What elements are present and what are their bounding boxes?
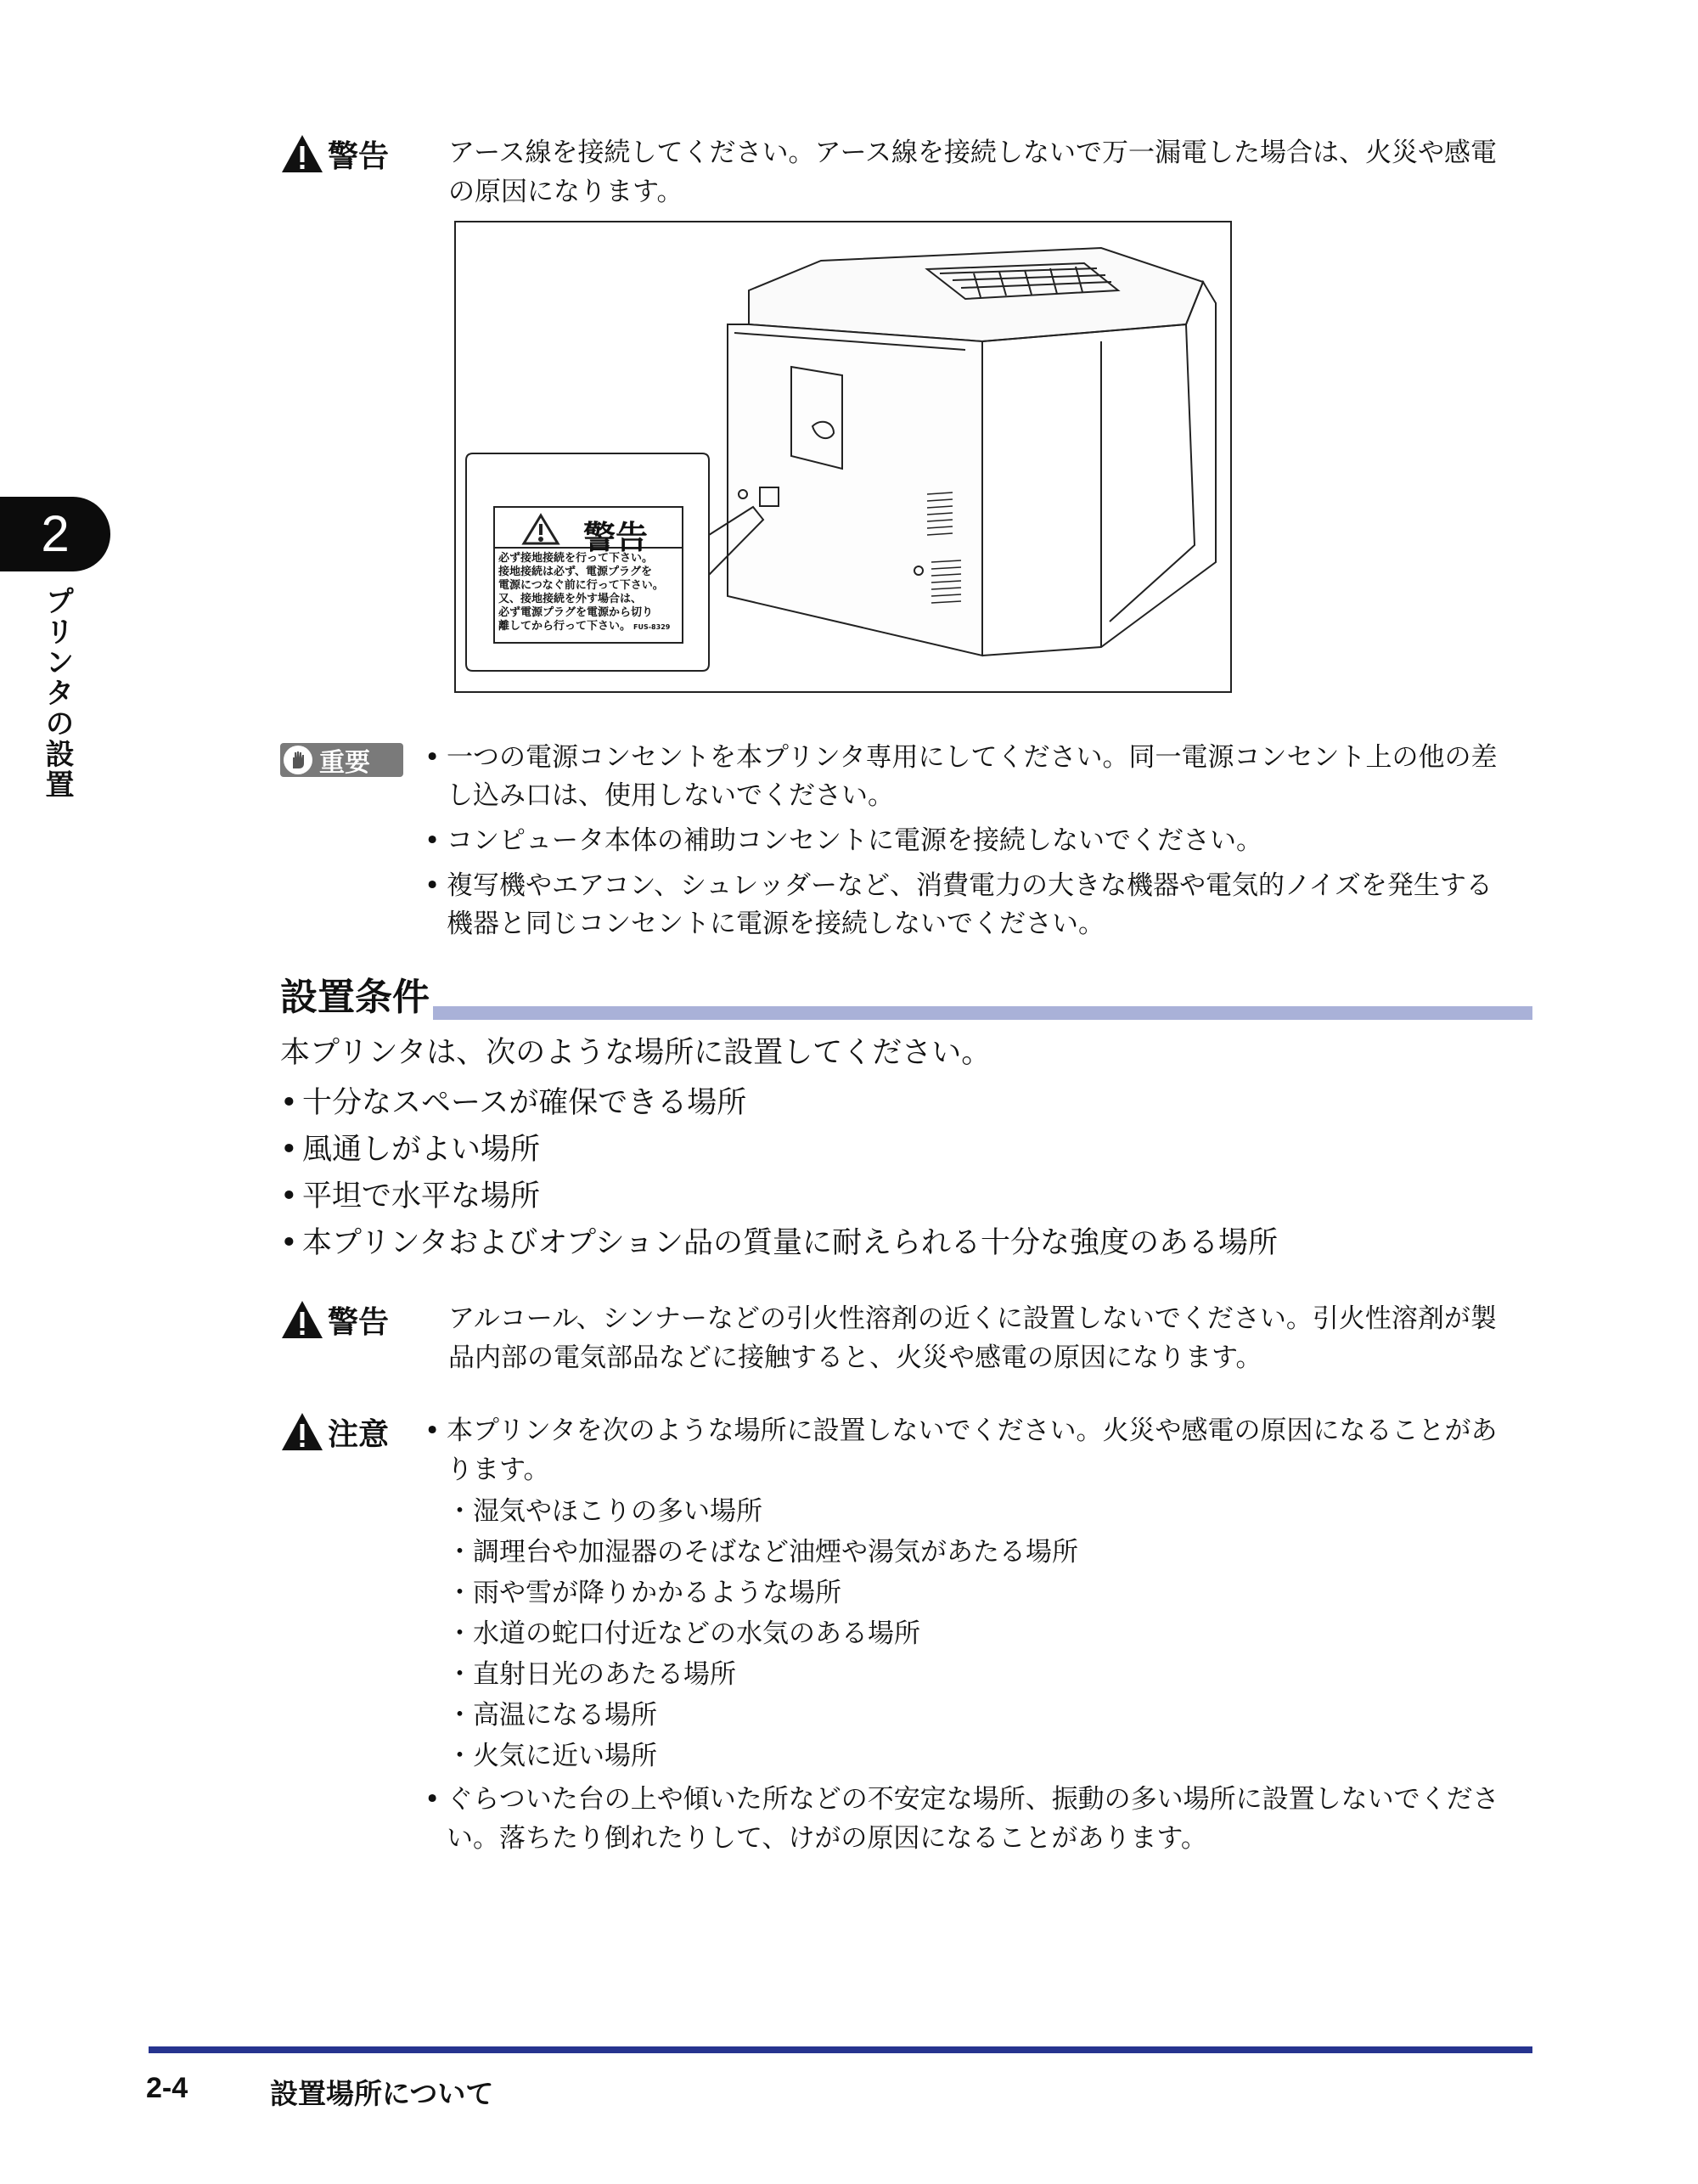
caution-subitem: ・雨や雪が降りかかるような場所: [447, 1578, 841, 1608]
important-item: [424, 867, 1537, 943]
sticker-line: 又、接地接続を外す場合は、: [498, 593, 643, 605]
warning-text-line: の原因になります。: [448, 177, 683, 207]
sticker-title: 警告: [583, 519, 649, 556]
warning-icon: [280, 133, 324, 174]
warning-label: [280, 1297, 389, 1342]
caution-item: [424, 1411, 1537, 1489]
section-intro: 本プリンタは、次のような場所に設置してください。: [280, 1036, 992, 1070]
caution-subitem: ・火気に近い場所: [447, 1741, 657, 1771]
warning-text-line: アース線を接続してください。アース線を接続しないで万一漏電した場合は、火災や感電: [448, 138, 1498, 168]
section-title: 設置条件: [280, 972, 433, 1023]
sticker-line: 接地接続は必ず、電源プラグを: [498, 566, 652, 578]
important-label: 重要: [319, 748, 370, 778]
sticker-last-row: [498, 620, 670, 634]
warning-label-text: 警告: [328, 138, 390, 174]
warning-text-line: 品内部の電気部品などに接触すると、火災や感電の原因になります。: [448, 1342, 1262, 1373]
important-line: し込み口は、使用しないでください。: [447, 780, 894, 811]
warning-icon: [280, 1299, 324, 1340]
caution-line: • 本プリンタを次のような場所に設置しないでください。火災や感電の原因になることがあ: [447, 1416, 1498, 1446]
location-item: • 風通しがよい場所: [280, 1127, 1278, 1174]
sticker-text: [498, 552, 670, 634]
caution-label: [280, 1410, 389, 1454]
sticker-line: 電源につなぐ前に行って下さい。: [498, 579, 664, 592]
caution-line: • ぐらついた台の上や傾いた所などの不安定な場所、振動の多い場所に設置しないでくださ: [447, 1784, 1499, 1815]
caution-sublist: [424, 1491, 1537, 1776]
location-item: • 本プリンタおよびオプション品の質量に耐えられる十分な強度のある場所: [280, 1220, 1278, 1267]
chapter-title: プリンタの設置: [40, 586, 74, 800]
location-item: • 十分なスペースが確保できる場所: [280, 1080, 1278, 1127]
caution-subitem: ・高温になる場所: [447, 1700, 657, 1731]
sticker-line: 必ず接地接続を行って下さい。: [498, 552, 654, 565]
important-line: • コンピュータ本体の補助コンセントに電源を接続しないでください。: [447, 825, 1262, 856]
section-underline: [280, 1006, 1532, 1020]
important-line: • 一つの電源コンセントを本プリンタ専用にしてください。同一電源コンセント上の他の差: [447, 742, 1498, 773]
caution-line: ります。: [447, 1455, 550, 1485]
sticker-code: FUS-8329: [633, 623, 671, 631]
important-line: 機器と同じコンセントに電源を接続しないでください。: [447, 909, 1105, 939]
warning-text-line: アルコール、シンナーなどの引火性溶剤の近くに設置しないでください。引火性溶剤が製: [448, 1303, 1497, 1334]
important-line: • 複写機やエアコン、シュレッダーなど、消費電力の大きな機器や電気的ノイズを発生する: [447, 870, 1493, 901]
sticker-line: 離してから行って下さい。: [498, 620, 632, 633]
footer-title: 設置場所について: [270, 2077, 494, 2110]
caution-item: [424, 1780, 1537, 1858]
printer-illustration: [454, 221, 1232, 693]
location-item: • 平坦で水平な場所: [280, 1174, 1278, 1220]
sticker-line: 必ず電源プラグを電源から切り: [498, 606, 654, 619]
caution-subitem: ・調理台や加湿器のそばなど油煙や湯気があたる場所: [447, 1537, 1078, 1568]
warning-text: [448, 1299, 1497, 1377]
caution-list: [424, 1411, 1537, 1858]
important-list: [424, 739, 1537, 943]
caution-subitem: ・水道の蛇口付近などの水気のある場所: [447, 1618, 920, 1649]
important-item: [424, 739, 1537, 815]
caution-subitem: ・湿気やほこりの多い場所: [447, 1496, 762, 1527]
caution-line: い。落ちたり倒れたりして、けがの原因になることがあります。: [447, 1823, 1207, 1854]
warning-label: [280, 132, 389, 176]
warning-text: [448, 133, 1497, 211]
footer-rule: [149, 2046, 1532, 2053]
location-list: [280, 1080, 1278, 1267]
important-badge: [280, 743, 403, 777]
page-number: 2-4: [146, 2072, 188, 2104]
caution-icon: [280, 1411, 324, 1452]
caution-subitem: ・直射日光のあたる場所: [447, 1659, 736, 1690]
chapter-number: 2: [41, 505, 70, 562]
warning-label-text: 警告: [328, 1304, 390, 1340]
important-item: [424, 822, 1537, 860]
caution-label-text: 注意: [328, 1416, 390, 1452]
hand-stop-icon: [284, 746, 312, 774]
